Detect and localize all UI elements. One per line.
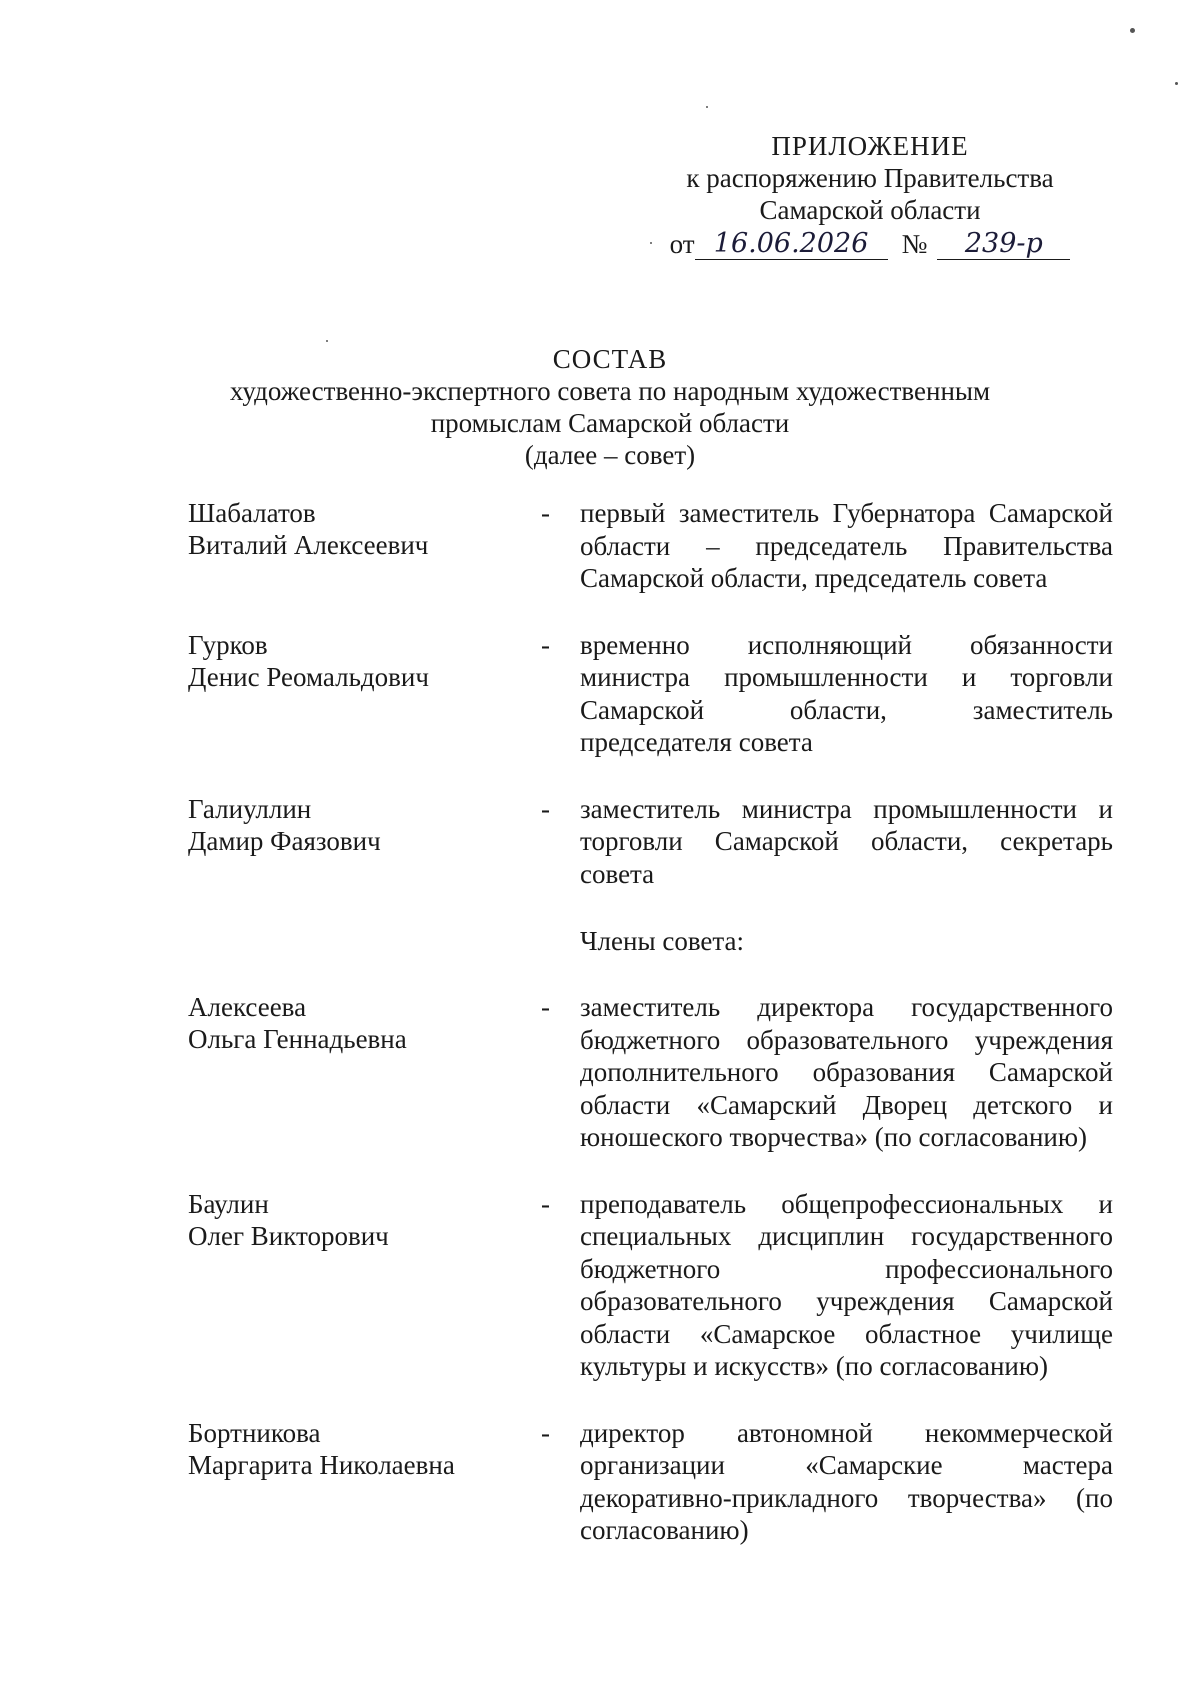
order-date-number [650, 228, 1090, 260]
appendix-block [650, 130, 1090, 260]
member-name [188, 1188, 528, 1252]
member-given-name: Денис Реомальдович [188, 661, 429, 692]
member-name [188, 793, 528, 857]
member-surname: Галиуллин [188, 793, 312, 824]
list-item [188, 629, 1118, 759]
member-role: преподаватель общепрофессиональных и специальных дисциплин государственного бюджетного профессионального образовательного учреждения Самарской области «Самарское областное училище культуры и искусств» (по согласованию) [580, 1188, 1113, 1381]
heading-title: СОСТАВ [552, 344, 668, 374]
appendix-title: ПРИЛОЖЕНИЕ [771, 131, 969, 161]
member-surname: Гурков [188, 629, 268, 660]
dash: - [541, 1417, 550, 1448]
appendix-line: к распоряжению Правительства [686, 163, 1054, 193]
member-role: директор автономной некоммерческой организации «Самарские мастера декоративно-прикладного творчества» (по согласованию) [580, 1417, 1113, 1545]
member-surname: Баулин [188, 1188, 269, 1219]
dash: - [541, 1188, 550, 1219]
member-given-name: Олег Викторович [188, 1220, 389, 1251]
member-surname: Шабалатов [188, 498, 316, 528]
scan-speck [1130, 28, 1135, 33]
member-name [188, 1417, 528, 1481]
number-label: № [901, 229, 928, 259]
order-date: 16.06.2026 [695, 229, 888, 260]
dash: - [541, 793, 550, 824]
member-name [188, 629, 528, 693]
member-given-name: Виталий Алексеевич [188, 530, 429, 560]
member-role: первый заместитель Губернатора Самарской области – председатель Правительства Самарской области, председатель совета [580, 498, 1113, 593]
dash: - [541, 629, 550, 660]
member-role: временно исполняющий обязанности министра промышленности и торговли Самарской области, заместитель председателя совета [580, 629, 1113, 757]
list-item [188, 497, 1118, 595]
scan-speck [706, 106, 708, 108]
order-number: 239-р [937, 229, 1070, 260]
list-item [188, 1188, 1118, 1383]
member-given-name: Дамир Фаязович [188, 825, 381, 856]
document-heading [200, 343, 1020, 471]
date-prefix: от [669, 229, 695, 259]
member-given-name: Ольга Геннадьевна [188, 1024, 407, 1054]
member-name [188, 991, 528, 1055]
list-item [188, 1417, 1118, 1547]
council-list [188, 497, 1118, 1547]
member-given-name: Маргарита Николаевна [188, 1449, 455, 1480]
member-role: заместитель министра промышленности и торговли Самарской области, секретарь совета [580, 793, 1113, 889]
list-item [188, 793, 1118, 891]
scan-speck [326, 340, 328, 342]
heading-line: (далее – совет) [524, 440, 696, 470]
member-surname: Бортникова [188, 1417, 321, 1448]
dash: - [541, 498, 550, 528]
scan-speck [1175, 82, 1178, 85]
member-role: заместитель директора государственного бюджетного образовательного учреждения дополнительного образования Самарской области «Самарский Дворец детского и юношеского творчества» (по согласованию) [580, 992, 1113, 1152]
heading-line: промыслам Самарской области [430, 408, 790, 438]
members-heading: Члены совета: [580, 926, 745, 956]
appendix-line: Самарской области [759, 195, 981, 225]
member-surname: Алексеева [188, 992, 307, 1022]
list-item [188, 991, 1118, 1154]
heading-line: художественно-экспертного совета по народным художественным [229, 376, 991, 406]
dash: - [541, 992, 550, 1022]
member-name [188, 497, 528, 561]
